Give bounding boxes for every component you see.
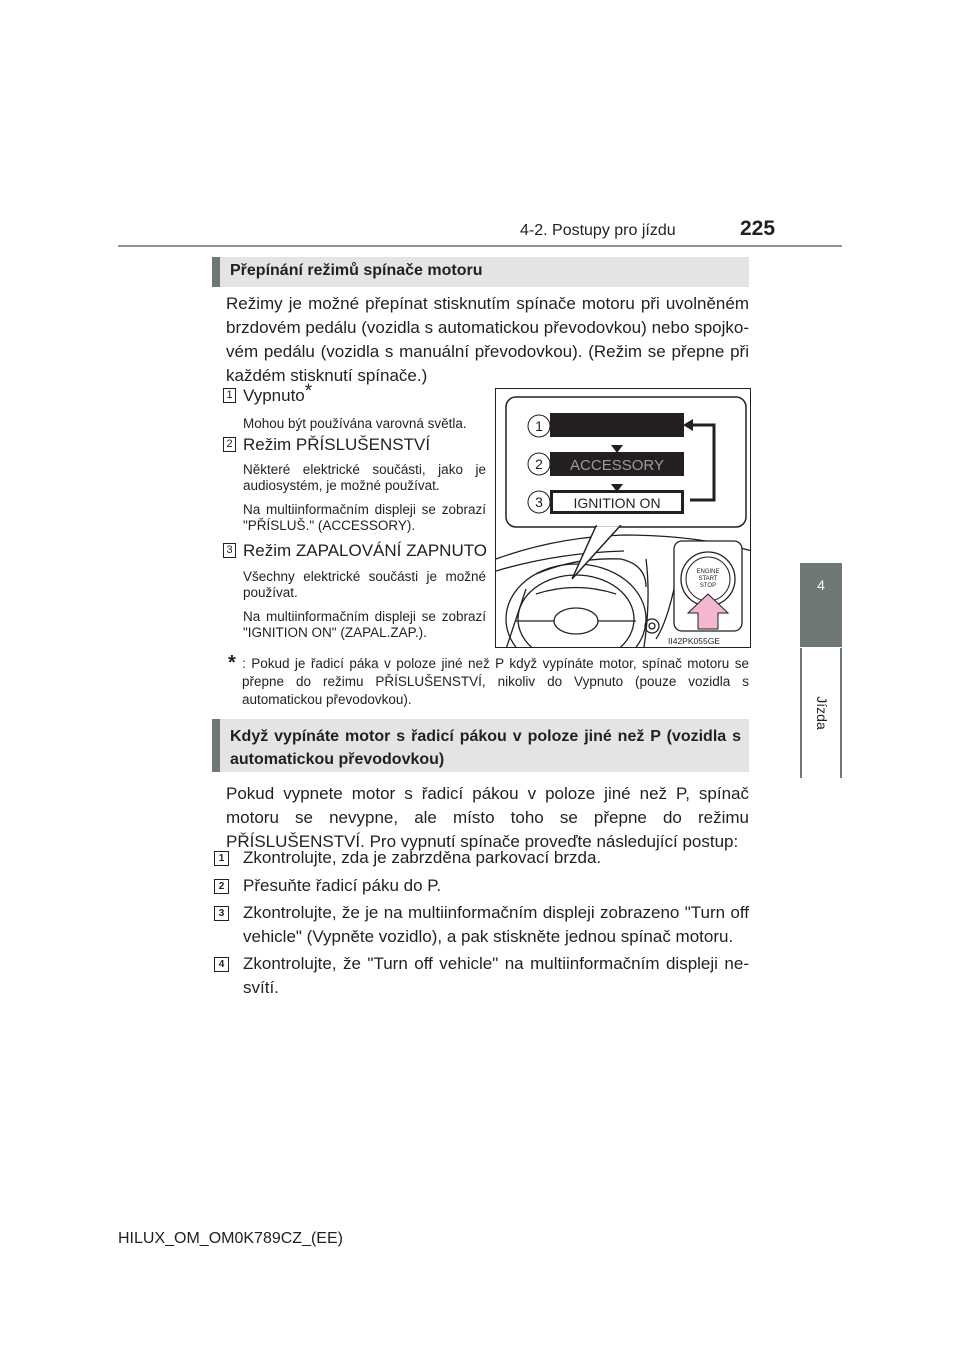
engine-switch-illustration (495, 388, 751, 648)
header-divider (118, 245, 842, 247)
figure-label-2: 2 (535, 456, 543, 472)
chapter-tab-label: Jízda (814, 696, 830, 730)
figure-label-1: 1 (535, 418, 543, 434)
button-text-start: START (698, 576, 718, 582)
step-number-1: 1 (214, 851, 229, 866)
mode-ignition-text: IGNITION ON (573, 495, 661, 511)
item-number-2: 2 (223, 437, 236, 452)
item-title-off: Vypnuto* (243, 381, 313, 405)
page-number: 225 (740, 217, 776, 240)
button-text-stop: STOP (699, 583, 717, 589)
illustration-svg (496, 389, 751, 648)
section-heading-not-in-p: Když vypínáte motor s řadicí pákou v poloze jiné než P (vozidla s automatickou převodovkou) (212, 719, 749, 772)
section2-intro: Pokud vypnete motor s řadicí pákou v poloze jiné než P, spínač motoru se nevypne, ale místo toho se přepne do režimu PŘÍSLUŠENSTVÍ. Pro vypnutí spínače proveďte následující postup: (226, 784, 749, 851)
footnote-text: : Pokud je řadicí páka v poloze jiné než P když vypínáte motor, spínač motoru se přepne do režimu PŘÍSLUŠENSTVÍ, nikoliv do Vypnuto (pouze vozidla s automatickou převodovkou). (242, 656, 749, 707)
step-text-3: Zkontrolujte, že je na multiinformačním displeji zobrazeno "Turn off vehicle" (Vypněte vozidlo), a pak stiskněte jednou spínač motoru. (243, 903, 749, 946)
section-heading-switch-modes: Přepínání režimů spínače motoru (212, 257, 749, 287)
item-title-accessory: Režim PŘÍSLUŠENSTVÍ (243, 435, 431, 454)
mode-accessory-text: ACCESSORY (570, 457, 664, 474)
footnote-star-mark: * (228, 652, 236, 674)
step-number-3: 3 (214, 906, 229, 921)
step-text-1: Zkontrolujte, zda je zabrzděna parkovací brzda. (243, 848, 602, 867)
item-number-3: 3 (223, 543, 236, 558)
item-note-accessory-1: Některé elektrické součásti, jako je audiosystém, je možné používat. (243, 462, 486, 493)
footnote-star: * (304, 381, 313, 402)
item-number-1: 1 (223, 388, 236, 403)
step-text-2: Přesuňte řadicí páku do P. (243, 876, 442, 895)
item-note-ignition-1: Všechny elektrické součásti je možné používat. (243, 569, 486, 600)
item-note-accessory-2: Na multiinformačním displeji se zobrazí "PŘÍSLUŠ." (ACCESSORY). (243, 502, 486, 533)
button-text-engine: ENGINE (696, 569, 720, 575)
item-title-ignition-on: Režim ZAPALOVÁNÍ ZAPNUTO (243, 541, 488, 560)
chapter-tab (800, 563, 842, 647)
section1-intro: Režimy je možné přepínat stisknutím spínače motoru při uvolněném brzdovém pedálu (vozidla s automatickou převodovkou) nebo spojkovém pedálu (vozidla s manuální převodovkou). (Režim se přepne při každém stisknutí spínače.) (226, 294, 749, 385)
figure-label-3: 3 (535, 494, 543, 510)
engine-start-button-inset (674, 541, 742, 631)
document-id-footer: HILUX_OM_OM0K789CZ_(EE) (118, 1230, 343, 1247)
running-header-section: 4-2. Postupy pro jízdu (520, 222, 676, 239)
chapter-tab-number: 4 (817, 577, 825, 593)
mode-off-display (550, 413, 684, 437)
step-number-2: 2 (214, 879, 229, 894)
item-note-off: Mohou být používána varovná světla. (243, 416, 467, 431)
step-number-4: 4 (214, 957, 229, 972)
step-text-4: Zkontrolujte, že "Turn off vehicle" na multiinformačním displeji nesvítí. (243, 954, 749, 997)
item-note-ignition-2: Na multiinformačním displeji se zobrazí "IGNITION ON" (ZAPAL.ZAP.). (243, 609, 486, 640)
figure-code: II42PK055GE (668, 636, 720, 646)
